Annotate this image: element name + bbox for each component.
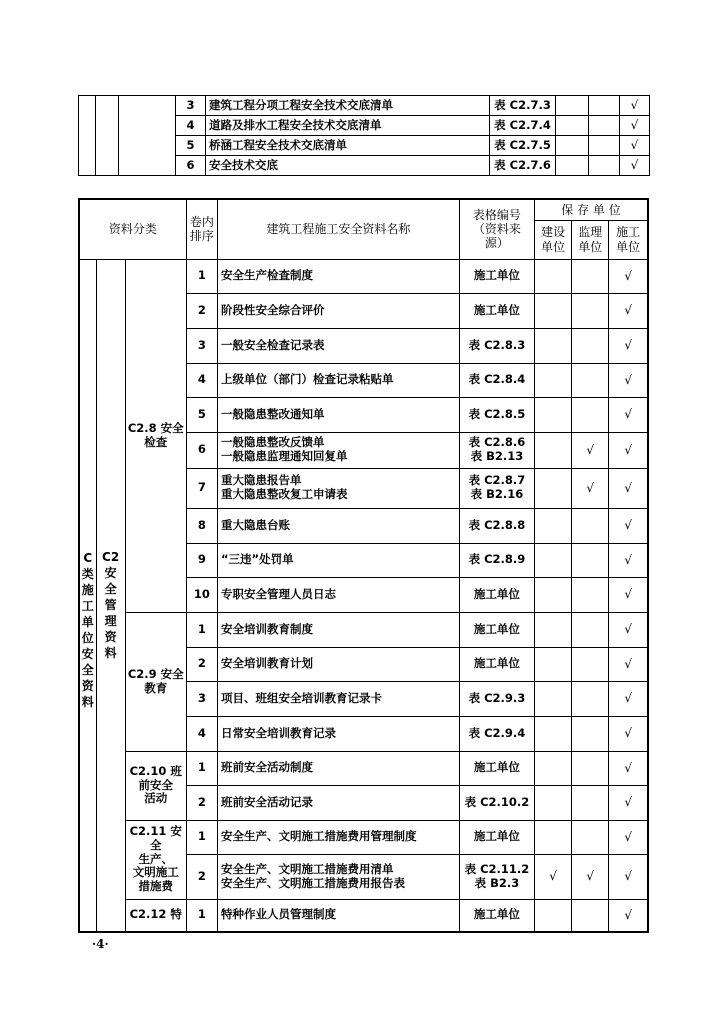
- item-name: 日常安全培训教育记录: [217, 716, 459, 751]
- header-order: 卷内 排序: [186, 199, 217, 259]
- check-supervise: [572, 647, 609, 681]
- item-name: 一般隐患整改反馈单 一般隐患监理通知回复单: [217, 432, 459, 468]
- item-code: 表 C2.7.6: [490, 156, 556, 176]
- check-supervise: [572, 577, 609, 612]
- category-c: C 类 施 工 单 位 安 全 资 料: [79, 259, 96, 932]
- top-blank-2: [96, 96, 119, 176]
- check-supervise: [572, 751, 609, 785]
- check-build: [535, 259, 572, 293]
- check-supervise: [572, 716, 609, 751]
- group-g210: C2.10 班 前安全 活动: [125, 751, 186, 820]
- group-g212: C2.12 特: [125, 899, 186, 932]
- check-supervise: [572, 543, 609, 577]
- item-name: 一般隐患整改通知单: [217, 397, 459, 432]
- header-unit-build: 建设 单位: [535, 220, 572, 259]
- table-row: [79, 820, 648, 854]
- item-number: 4: [176, 116, 206, 136]
- check-supervise: [572, 899, 609, 932]
- check-construct: √: [609, 899, 648, 932]
- check-supervise: [589, 136, 620, 156]
- check-build: [535, 397, 572, 432]
- check-construct: √: [620, 156, 650, 176]
- check-construct: √: [609, 468, 648, 508]
- item-code: 施工单位: [459, 259, 534, 293]
- check-build: [535, 785, 572, 820]
- check-construct: √: [620, 136, 650, 156]
- item-code: 表 C2.7.5: [490, 136, 556, 156]
- item-name: “三违”处罚单: [217, 543, 459, 577]
- check-build: [556, 136, 589, 156]
- table-row: [79, 899, 648, 932]
- check-supervise: [589, 96, 620, 116]
- top-blank-3: [119, 96, 176, 176]
- item-name: 安全培训教育制度: [217, 612, 459, 647]
- header-unit-construct: 施工 单位: [609, 220, 648, 259]
- check-supervise: √: [572, 854, 609, 899]
- item-number: 5: [176, 136, 206, 156]
- header-category: 资料分类: [79, 199, 186, 259]
- item-name: 上级单位（部门）检查记录粘贴单: [217, 363, 459, 397]
- item-number: 1: [186, 820, 217, 854]
- item-code: 施工单位: [459, 820, 534, 854]
- check-build: [535, 577, 572, 612]
- top-blank-1: [79, 96, 96, 176]
- check-construct: √: [609, 785, 648, 820]
- check-build: [535, 647, 572, 681]
- check-supervise: [572, 293, 609, 328]
- item-name: 安全生产检查制度: [217, 259, 459, 293]
- check-construct: √: [620, 96, 650, 116]
- item-name: 重大隐患台账: [217, 508, 459, 543]
- main-table: [78, 198, 649, 933]
- check-supervise: [589, 156, 620, 176]
- group-g29: C2.9 安全 教育: [125, 612, 186, 751]
- check-build: [535, 751, 572, 785]
- check-construct: √: [609, 577, 648, 612]
- item-number: 3: [176, 96, 206, 116]
- check-supervise: [572, 363, 609, 397]
- check-supervise: [589, 116, 620, 136]
- check-build: [535, 820, 572, 854]
- item-code: 表 C2.8.9: [459, 543, 534, 577]
- item-name: 一般安全检查记录表: [217, 328, 459, 363]
- check-build: [535, 293, 572, 328]
- item-code: 表 C2.7.4: [490, 116, 556, 136]
- check-build: [556, 116, 589, 136]
- item-number: 3: [186, 328, 217, 363]
- check-construct: √: [609, 397, 648, 432]
- top-table-row: [79, 96, 650, 116]
- item-number: 7: [186, 468, 217, 508]
- check-construct: √: [609, 751, 648, 785]
- check-build: [535, 432, 572, 468]
- item-code: 施工单位: [459, 612, 534, 647]
- group-g28: C2.8 安全 检查: [125, 259, 186, 612]
- item-number: 10: [186, 577, 217, 612]
- item-number: 1: [186, 751, 217, 785]
- item-code: 施工单位: [459, 647, 534, 681]
- item-code: 表 C2.11.2 表 B2.3: [459, 854, 534, 899]
- item-name: 安全生产、文明施工措施费用管理制度: [217, 820, 459, 854]
- item-number: 2: [186, 647, 217, 681]
- item-number: 1: [186, 612, 217, 647]
- item-name: 班前安全活动记录: [217, 785, 459, 820]
- check-build: [535, 681, 572, 716]
- check-construct: √: [620, 116, 650, 136]
- check-construct: √: [609, 508, 648, 543]
- item-name: 安全生产、文明施工措施费用清单 安全生产、文明施工措施费用报告表: [217, 854, 459, 899]
- page-number: ·4·: [92, 937, 109, 951]
- item-name: 项目、班组安全培训教育记录卡: [217, 681, 459, 716]
- check-build: [535, 716, 572, 751]
- table-row: [79, 259, 648, 293]
- item-code: 施工单位: [459, 293, 534, 328]
- check-construct: √: [609, 681, 648, 716]
- check-build: √: [535, 854, 572, 899]
- check-construct: √: [609, 432, 648, 468]
- item-code: 表 C2.8.3: [459, 328, 534, 363]
- check-supervise: [572, 328, 609, 363]
- item-name: 专职安全管理人员日志: [217, 577, 459, 612]
- check-construct: √: [609, 612, 648, 647]
- item-code: 表 C2.9.4: [459, 716, 534, 751]
- check-build: [535, 508, 572, 543]
- check-supervise: [572, 820, 609, 854]
- check-build: [556, 156, 589, 176]
- header-name: 建筑工程施工安全资料名称: [217, 199, 459, 259]
- check-supervise: [572, 681, 609, 716]
- item-code: 表 C2.8.8: [459, 508, 534, 543]
- item-code: 表 C2.10.2: [459, 785, 534, 820]
- check-build: [535, 328, 572, 363]
- check-build: [535, 543, 572, 577]
- item-number: 8: [186, 508, 217, 543]
- item-number: 6: [186, 432, 217, 468]
- item-number: 3: [186, 681, 217, 716]
- item-number: 9: [186, 543, 217, 577]
- check-supervise: √: [572, 468, 609, 508]
- check-construct: √: [609, 647, 648, 681]
- item-number: 4: [186, 716, 217, 751]
- check-construct: √: [609, 716, 648, 751]
- item-code: 施工单位: [459, 577, 534, 612]
- header-storage: 保 存 单 位: [535, 199, 648, 220]
- item-code: 表 C2.8.6 表 B2.13: [459, 432, 534, 468]
- item-code: 表 C2.8.5: [459, 397, 534, 432]
- check-build: [535, 468, 572, 508]
- item-code: 表 C2.8.4: [459, 363, 534, 397]
- item-number: 2: [186, 785, 217, 820]
- check-supervise: √: [572, 432, 609, 468]
- check-supervise: [572, 785, 609, 820]
- check-construct: √: [609, 328, 648, 363]
- item-name: 道路及排水工程安全技术交底清单: [206, 116, 490, 136]
- check-construct: √: [609, 820, 648, 854]
- table-row: [79, 612, 648, 647]
- check-construct: √: [609, 259, 648, 293]
- item-code: 表 C2.9.3: [459, 681, 534, 716]
- item-number: 2: [186, 293, 217, 328]
- group-g211: C2.11 安全 生产、 文明施工 措施费: [125, 820, 186, 899]
- check-build: [535, 612, 572, 647]
- table-row: [79, 751, 648, 785]
- item-name: 建筑工程分项工程安全技术交底清单: [206, 96, 490, 116]
- item-code: 表 C2.8.7 表 B2.16: [459, 468, 534, 508]
- item-name: 桥涵工程安全技术交底清单: [206, 136, 490, 156]
- item-name: 安全技术交底: [206, 156, 490, 176]
- item-code: 表 C2.7.3: [490, 96, 556, 116]
- item-code: 施工单位: [459, 899, 534, 932]
- category-c2: C2 安 全 管 理 资 料: [96, 259, 125, 932]
- check-construct: √: [609, 543, 648, 577]
- item-code: 施工单位: [459, 751, 534, 785]
- check-supervise: [572, 259, 609, 293]
- item-name: 特种作业人员管理制度: [217, 899, 459, 932]
- check-build: [535, 899, 572, 932]
- item-name: 阶段性安全综合评价: [217, 293, 459, 328]
- item-name: 班前安全活动制度: [217, 751, 459, 785]
- check-build: [556, 96, 589, 116]
- item-number: 1: [186, 259, 217, 293]
- top-table: [78, 95, 650, 176]
- item-number: 2: [186, 854, 217, 899]
- item-number: 5: [186, 397, 217, 432]
- check-supervise: [572, 397, 609, 432]
- item-name: 重大隐患报告单 重大隐患整改复工申请表: [217, 468, 459, 508]
- item-number: 1: [186, 899, 217, 932]
- header-code: 表格编号 （资料来 源）: [459, 199, 534, 259]
- check-construct: √: [609, 854, 648, 899]
- check-supervise: [572, 508, 609, 543]
- check-build: [535, 363, 572, 397]
- item-name: 安全培训教育计划: [217, 647, 459, 681]
- check-construct: √: [609, 363, 648, 397]
- header-unit-supervise: 监理 单位: [572, 220, 609, 259]
- check-construct: √: [609, 293, 648, 328]
- check-supervise: [572, 612, 609, 647]
- item-number: 6: [176, 156, 206, 176]
- item-number: 4: [186, 363, 217, 397]
